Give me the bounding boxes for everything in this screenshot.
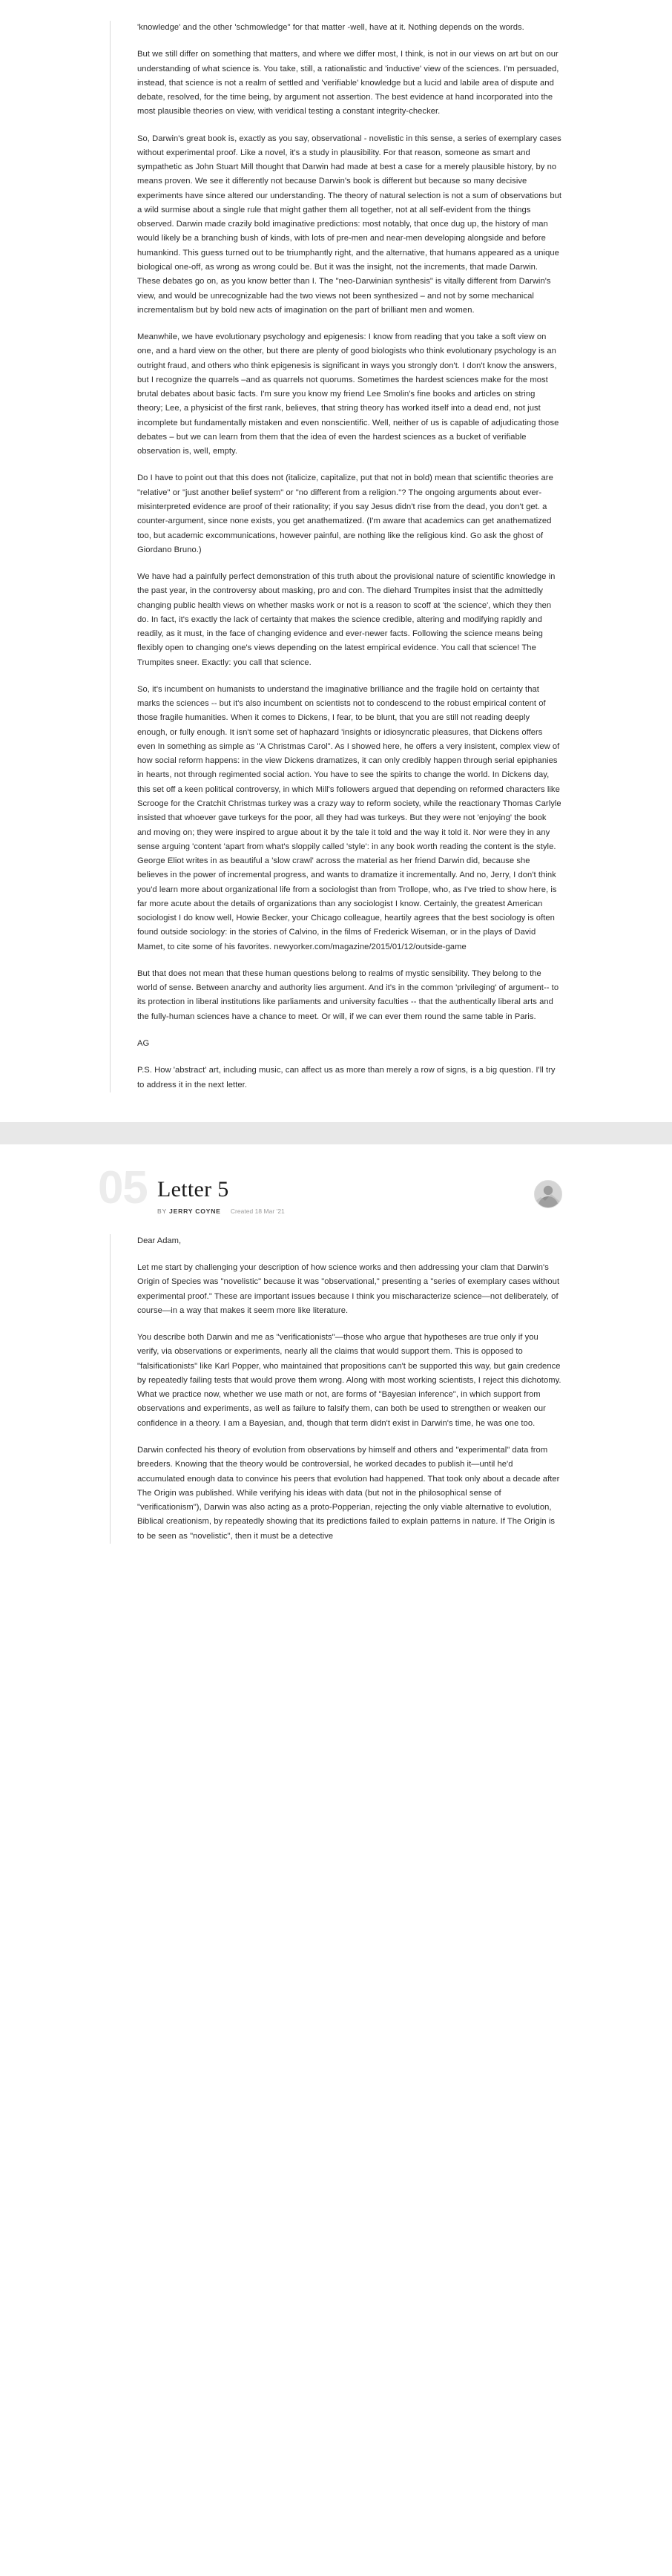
letter-five-body	[110, 1234, 562, 1544]
paragraph	[137, 330, 562, 459]
salutation: Dear Adam,	[137, 1236, 182, 1245]
byline-author[interactable]: JERRY COYNE	[169, 1207, 221, 1215]
paragraph	[137, 132, 562, 318]
letter-four-body	[110, 21, 562, 1092]
byline-date: Created 18 Mar '21	[230, 1207, 285, 1215]
paragraph	[137, 1331, 562, 1431]
paragraph	[137, 1261, 562, 1318]
letter-header-text	[110, 1177, 562, 1215]
paragraph	[137, 471, 562, 557]
paragraph-text: But we still differ on something that matters, and where we differ most, I think, is not in our views on art but on our understanding of what science is. You take, still, a rationalistic and 'inductive' view of the sciences. I'm persuaded, instead, that science is not a realm of settled and 'verifiable' knowledge but a lucid and labile area of dispute and debate, resolved, for the time being, by argument not assertion. The best evidence at hand incorporated into the most plausible theories on view, with veridical testing a constant integrity-checker.	[137, 50, 559, 117]
paragraph-text: So, Darwin's great book is, exactly as you say, observational - novelistic in this sense, a series of exemplary cases without experimental proof. Like a novel, it's a study in plausibility. For that reason, someone as smart and sympathetic as John Stuart Mill thought that Darwin had made at best a case for a merely plausible history, by no means proven. We see it differently not because Darwin's book is different but because so many decisive experiments have since altered our understanding. The theory of natural selection is not a sum of observations but a wild surmise about a single rule that might gather them all together, not at all self-evident from the things observed. Darwin made crazily bold imaginative predictions: most notably, that once dug up, the history of man would likely be a branching bush of kinds, with lots of pre-men and near-men developing alongside and before humankind. This guess turned out to be triumphantly right, and the alternative, that humans appeared as a unique biological one-off, as wrong as wrong could be. But it was the insight, not the increments, that made Darwin. These debates go on, as you know better than I. The "neo-Darwinian synthesis" is vitally different from Darwin's view, and would be unrecognizable had the two views not been synthesized – and not by some mechanical incrementalism but by bold new acts of imagination on the part of brilliant men and women.	[137, 134, 562, 315]
paragraph-text: We have had a painfully perfect demonstration of this truth about the provisional nature of scientific knowledge in the past year, in the controversy about masking, pro and con. The diehard Trumpites insist that the admittedly changing public health views on whether masks work or not is a reason to scoff at 'the science', which they then do. In fact, it's exactly the lack of certainty that makes the science credible, altering and modifying rapidly and readily, as it must, in the face of changing evidence and ever-newer facts. Following the science means being flexibly open to changing one's views depending on the latest empirical evidence. You call that science! The Trumpites sneer. Exactly: you call that science.	[137, 572, 556, 667]
paragraph-text: 'knowledge' and the other 'schmowledge" for that matter -well, have at it. Nothing depends on the words.	[137, 23, 524, 32]
paragraph	[137, 570, 562, 670]
paragraph-text: Do I have to point out that this does not (italicize, capitalize, put that not in bold) mean that scientific theories are "relative" or "just another belief system" or "no different from a religion."? The ongoing arguments about ever- misinterpreted evidence are proof of their rationality; if you say Jesus didn't rise from the dead, you don't get. a counter-argument, since none exists, you get anathematized. (I'm aware that academics can get anathematized too, but academic excommunications, however painful, are nothing like the religious kind. Go ask the ghost of Giordano Bruno.)	[137, 473, 553, 554]
section-divider	[0, 1122, 672, 1144]
byline-prefix: BY	[157, 1207, 167, 1215]
letter-four-section	[0, 0, 672, 1122]
letter-number-watermark: 05	[98, 1161, 148, 1213]
letter-five-section	[0, 1144, 672, 1573]
paragraph-text: Meanwhile, we have evolutionary psychology and epigenesis: I know from reading that you take a soft view on one, and a hard view on the other, but there are plenty of good biologists who think evolutionary psychology is an outright fraud, and others who think epigenesis is significant in ways you strongly don't. I don't know the answers, but I recognize the quarrels –and as quarrels not quorums. Sometimes the hardest sciences make for the most brutal debates about basic facts. I'm sure you know my friend Lee Smolin's fine books and articles on string theory; Lee, a physicist of the first rank, believes, that string theory has worked itself into a dead end, not just incomplete but fundamentally mistaken and even nonscientific. Well, neither of us is capable of adjudicating those debates – but we can learn from them that the idea of even the hardest sciences as a bucket of verifiable observation is, well, empty.	[137, 332, 559, 456]
paragraph	[137, 683, 562, 954]
paragraph-text: But that does not mean that these human questions belong to realms of mystic sensibility. They belong to the world of sense. Between anarchy and authority lies argument. And it's in the common 'privileging' of argument-- to its protection in liberal institutions like parliaments and university faculties -- that the authentically liberal arts and the fully-human sciences have a chance to meet. Or will, if we can ever them round the same table in Paris.	[137, 969, 559, 1021]
paragraph-text: Darwin confected his theory of evolution from observations by himself and others and "experimental" data from breeders. Knowing that the theory would be controversial, he worked decades to publish it—until he'd accumulated enough data to convince his peers that evolution had happened. That took only about a decade after The Origin was published. While verifying his ideas with data (but not in the philosophical sense of "verificationism"), Darwin was also acting as a proto-Popperian, rejecting the only viable alternative to evolution, Biblical creationism, by repeatedly showing that its predictions failed to explain patterns in nature. If The Origin is to be seen as "novelistic", then it must be a detective	[137, 1445, 560, 1541]
paragraph	[137, 21, 562, 35]
paragraph-text: You describe both Darwin and me as "verificationists"—those who argue that hypotheses are true only if you verify, via observations or experiments, nearly all the claims that would support them. This is opposed to "falsificationists" like Karl Popper, who maintained that propositions can't be supported this way, but gain credence by repeatedly failing tests that would prove them wrong. Along with most working scientists, I reject this dichotomy. What we practice now, whether we use math or not, are forms of "Bayesian inference", in which support from observations and experiments, as well as failure to falsify them, can both be used to strengthen or weaken our confidence in a theory. I am a Bayesian, and, though that term didn't exist in Darwin's time, he was one too.	[137, 1333, 561, 1428]
postscript: P.S. How 'abstract' art, including music, can affect us as more than merely a row of signs, is a big question. I'll try to address it in the next letter.	[137, 1066, 556, 1089]
paragraph	[137, 47, 562, 119]
letter-five-header	[98, 1144, 562, 1234]
paragraph	[137, 1443, 562, 1544]
paragraph-text: So, it's incumbent on humanists to understand the imaginative brilliance and the fragile hold on certainty that marks the sciences -- but it's also incumbent on scientists not to condescend to the robust empirical content of those fragile humanities. When it comes to Dickens, I fear, to be blunt, that you are still not reading deeply enough, or fully enough. It isn't some set of haphazard 'insights or idiosyncratic pleasures, that Dickens offers even In something as simple as "A Christmas Carol". As I showed here, he offers a very insistent, complex view of how social reform happens: in the view Dickens dramatizes, it can only credibly happen through serial epiphanies in hearts, not through regimented social action. You have to see the spirits to change the world. In Dickens day, this set off a keen political controversy, in which Mill's followers argued that depending on reformed characters like Scrooge for the Cratchit Christmas turkey was a crazy way to reform society, while the reactionary Thomas Carlyle insisted that whoever gave turkeys for the poor, all they had was turkeys. But they were not 'enjoying' the book and moving on; they were inspired to argue about it by the tale it told and the way it told it. Nor were they in any sense arguing 'content 'apart from what's sloppily called 'style': in any book worth reading the content is the style. George Eliot writes in as beautiful a 'slow crawl' across the material as her friend Darwin did, because she believes in the power of incremental progress, and wants to dramatize it incrementally. And no, Jerry, I don't think you'd learn more about organizational life from a sociologist than from Trollope, who, as I've tried to show here, is far more acute about the details of organizations than any sociologist I know. Certainly, the greatest American sociologist I do know well, Howie Becker, your Chicago colleague, heartily agrees that the best sociology is often found outside sociology: in the stories of Calvino, in the films of Frederick Wiseman, or in the plays of David Mamet, to cite some of his favorites. newyorker.com/magazine/2015/01/12/outside-game	[137, 684, 561, 951]
page-title: Letter 5	[157, 1176, 229, 1202]
paragraph-text: Let me start by challenging your description of how science works and then addressing your clam that Darwin's Origin of Species was "novelistic" because it was "observational," presenting a "series of exemplary cases without experimental proof." These are important issues because I think you mischaracterize science—not deliberately, of course—in a way that makes it seem more like literature.	[137, 1263, 560, 1315]
byline	[157, 1207, 562, 1215]
signature: AG	[137, 1039, 150, 1048]
paragraph	[137, 967, 562, 1024]
